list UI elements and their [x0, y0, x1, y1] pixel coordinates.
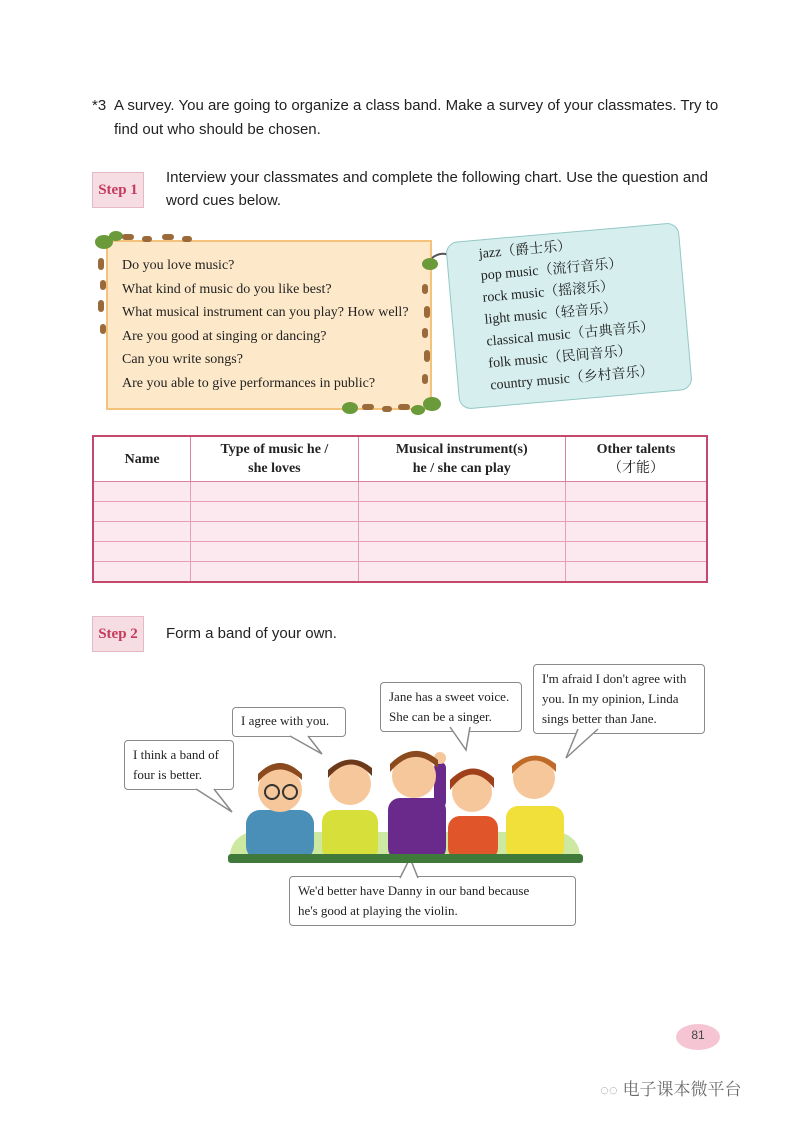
speech-bubble-disagree: I'm afraid I don't agree with you. In my opinion, Linda sings better than Jane.: [533, 664, 705, 734]
question-item: What musical instrument can you play? How well?: [122, 305, 409, 321]
speech-bubble-sweet-voice: Jane has a sweet voice. She can be a singer.: [380, 682, 522, 732]
word-cue: light music（轻音乐）: [484, 301, 618, 328]
kid-purple-shirt: [388, 751, 446, 860]
question-item: Are you good at singing or dancing?: [122, 328, 327, 344]
header-other-talents: Other talents （才能）: [565, 436, 707, 482]
question-item: Are you able to give performances in public?: [122, 375, 376, 391]
word-cue: pop music（流行音乐）: [480, 256, 623, 284]
word-cue: jazz（爵士乐）: [478, 238, 572, 262]
task-number: *3: [92, 97, 107, 114]
step-2-label: Step 2: [92, 616, 144, 652]
kid-girl-red-shirt: [448, 768, 498, 860]
word-cue: classical music（古典音乐）: [485, 319, 655, 350]
kids-illustration: [228, 740, 588, 860]
question-item: What kind of music do you like best?: [122, 281, 332, 297]
header-music-type: Type of music he / she loves: [191, 436, 358, 482]
kid-yellow-shirt: [322, 759, 378, 860]
step-1-label: Step 1: [92, 172, 144, 208]
kid-yellow-sweater: [506, 755, 564, 860]
speech-bubble-band-of-four: I think a band of four is better.: [124, 740, 234, 790]
task-text: A survey. You are going to organize a class band. Make a survey of your classmates. Try to find out who should be chosen.: [114, 97, 719, 138]
word-cue: country music（乡村音乐）: [489, 364, 655, 394]
question-item: Can you write songs?: [122, 352, 243, 368]
kid-with-glasses: [246, 763, 314, 860]
chat-icon: ◌◌: [600, 1082, 618, 1099]
question-item: Do you love music?: [122, 258, 235, 273]
speech-bubble-danny-violin: We'd better have Danny in our band because he's good at playing the violin.: [289, 876, 576, 926]
step-1-text: Interview your classmates and complete the following chart. Use the question and word cues below.: [166, 169, 708, 209]
speech-bubble-agree: I agree with you.: [232, 707, 346, 737]
word-cue: folk music（民间音乐）: [487, 344, 633, 372]
word-cue: rock music（摇滚乐）: [482, 279, 615, 306]
page-number: 81: [676, 1024, 720, 1050]
header-name: Name: [93, 436, 191, 482]
step-2-text: Form a band of your own.: [166, 625, 337, 642]
ground-strip: [228, 854, 583, 863]
watermark: ◌◌ 电子课本微平台: [600, 1080, 742, 1099]
header-instruments: Musical instrument(s) he / she can play: [358, 436, 565, 482]
